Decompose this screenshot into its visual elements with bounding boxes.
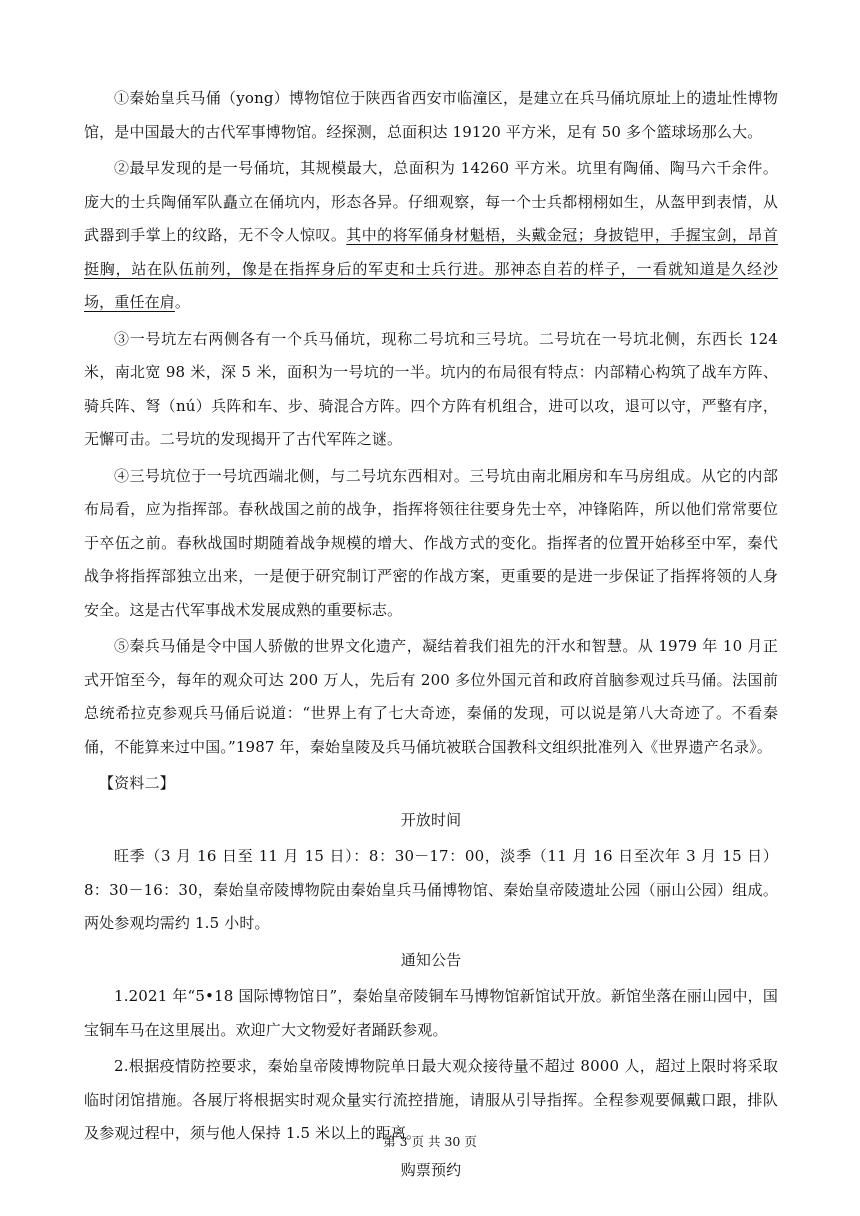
paragraph-1: ①秦始皇兵马俑（yong）博物馆位于陕西省西安市临潼区，是建立在兵马俑坑原址上的遗址性博物馆，是中国最大的古代军事博物馆。经探测，总面积达 19120 平方米，足有 50 多个篮球场那么大。	[84, 89, 778, 141]
paragraph-2-text: ②最早发现的是一号俑坑，其规模最大，总面积为 14260 平方米。坑里有陶俑、陶马六千余件。庞大的士兵陶俑军队矗立在俑坑内，形态各异。仔细观察，每一个士兵都栩栩如生，从盔甲到表情，从武器到手掌上的纹路，无不令人惊叹。	[84, 159, 778, 244]
underlined-passage: 其中的将军俑身材魁梧，头戴金冠；身披铠甲，手握宝剑，昂首挺胸，站在队伍前列，像是在指挥身后的军吏和士兵行进。那神态自若的样子，一看就知道是久经沙场，重任在肩	[84, 226, 778, 311]
document-body	[84, 82, 778, 1190]
paragraph-4: ④三号坑位于一号坑西端北侧，与二号坑东西相对。三号坑由南北厢房和车马房组成。从它的内部布局看，应为指挥部。春秋战国之前的战争，指挥将领往往要身先士卒，冲锋陷阵，所以他们常常要位于卒伍之前。春秋战国时期随着战争规模的增大、作战方式的变化。指挥者的位置开始移至中军，秦代战争将指挥部独立出来，一是便于研究制订严密的作战方案，更重要的是进一步保证了指挥将领的人身安全。这是古代军事战术发展成熟的重要标志。	[84, 466, 778, 619]
ticket-booking-title: 购票预约	[400, 1160, 462, 1179]
opening-hours-text: 旺季（3 月 16 日至 11 月 15 日）：8：30－17：00，淡季（11 月 16 日至次年 3 月 15 日）8：30－16：30，秦始皇帝陵博物院由秦始皇兵马俑博物馆、秦始皇帝陵遗址公园（丽山公园）组成。两处参观均需约 1.5 小时。	[84, 847, 778, 932]
notice-item-1: 1.2021 年“5•18 国际博物馆日”，秦始皇帝陵铜车马博物馆新馆试开放。新馆坐落在丽山园中，国宝铜车马在这里展出。欢迎广大文物爱好者踊跃参观。	[84, 987, 778, 1039]
paragraph-2	[84, 152, 778, 320]
notice-title: 通知公告	[400, 950, 462, 969]
material-two-label: 【资料二】	[99, 774, 175, 792]
paragraph-3: ③一号坑左右两侧各有一个兵马俑坑，现称二号坑和三号坑。二号坑在一号坑北侧，东西长 124 米，南北宽 98 米，深 5 米，面积为一号坑的一半。坑内的布局很有特点：内部精心构筑了战车方阵、骑兵阵、弩（nú）兵阵和车、步、骑混合方阵。四个方阵有机组合，进可以攻，退可以守，严整有序，无懈可击。二号坑的发现揭开了古代军阵之谜。	[84, 329, 778, 448]
paragraph-5: ⑤秦兵马俑是令中国人骄傲的世界文化遗产，凝结着我们祖先的汗水和智慧。从 1979 年 10 月正式开馆至今，每年的观众可达 200 万人，先后有 200 多位外国元首和政府首脑参观过兵马俑。法国前总统希拉克参观兵马俑后说道：“世界上有了七大奇迹，秦俑的发现，可以说是第八大奇迹了。不看秦俑，不能算来过中国。”1987 年，秦始皇陵及兵马俑坑被联合国教科文组织批准列入《世界遗产名录》。	[84, 637, 778, 756]
opening-hours-title: 开放时间	[400, 810, 462, 829]
page-footer: 第 3 页 共 30 页	[383, 1134, 477, 1149]
paragraph-2-end: 。	[174, 293, 191, 311]
notice-item-2: 2.根据疫情防控要求，秦始皇帝陵博物院单日最大观众接待量不超过 8000 人，超过上限时将采取临时闭馆措施。各展厅将根据实时观众量实行流控措施，请服从引导指挥。全程参观要佩戴口跟，排队及参观过程中，须与他人保持 1.5 米以上的距离。	[84, 1057, 778, 1142]
